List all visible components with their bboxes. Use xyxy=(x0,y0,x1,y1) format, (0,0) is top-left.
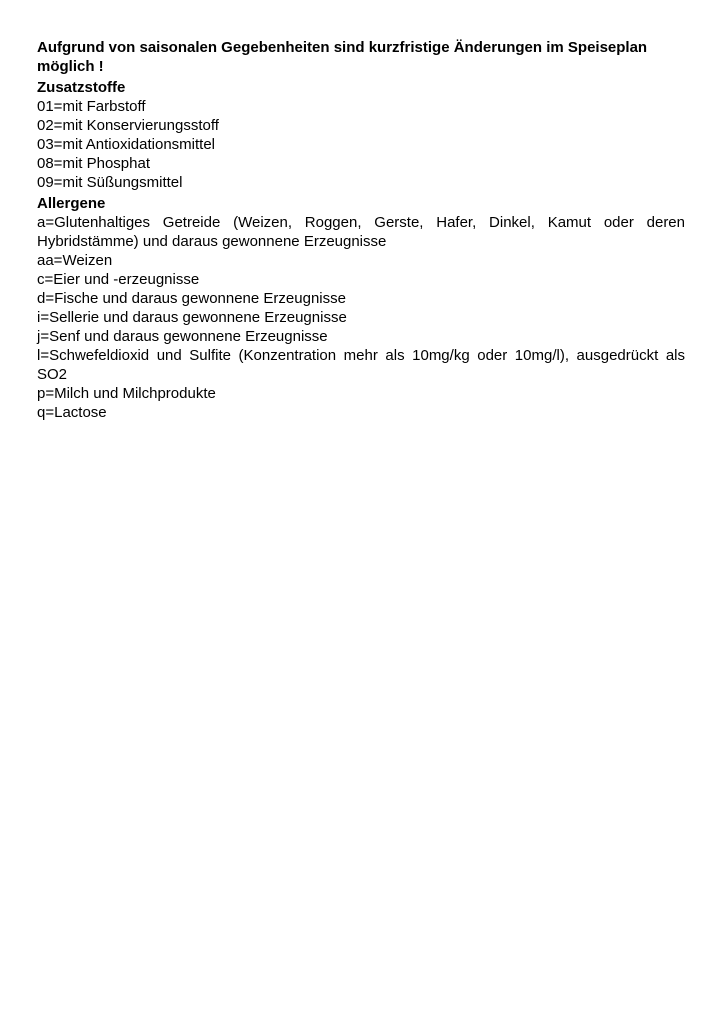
allergen-item-p: p=Milch und Milchprodukte xyxy=(37,385,216,402)
document-page xyxy=(37,38,685,424)
allergen-item-i: i=Sellerie und daraus gewonnene Erzeugnisse xyxy=(37,309,347,326)
additive-item-08: 08=mit Phosphat xyxy=(37,155,150,172)
allergen-item-d: d=Fische und daraus gewonnene Erzeugnisse xyxy=(37,290,346,307)
allergens-list xyxy=(37,213,685,422)
allergen-item-q: q=Lactose xyxy=(37,404,107,421)
additives-list xyxy=(37,97,685,192)
additives-heading: Zusatzstoffe xyxy=(37,79,126,96)
allergen-item-j: j=Senf und daraus gewonnene Erzeugnisse xyxy=(37,328,328,345)
additive-item-02: 02=mit Konservierungsstoff xyxy=(37,117,219,134)
additive-item-03: 03=mit Antioxidationsmittel xyxy=(37,136,216,153)
allergens-heading: Allergene xyxy=(37,195,106,212)
allergen-item-l: l=Schwefeldioxid und Sulfite (Konzentration mehr als 10mg/kg oder 10mg/l), ausgedrückt als SO2 xyxy=(37,347,685,383)
additive-item-01: 01=mit Farbstoff xyxy=(37,98,146,115)
allergen-item-a: a=Glutenhaltiges Getreide (Weizen, Roggen, Gerste, Hafer, Dinkel, Kamut oder deren Hybridstämme) und daraus gewonnene Erzeugnisse xyxy=(37,214,685,250)
allergen-item-c: c=Eier und -erzeugnisse xyxy=(37,271,200,288)
allergen-item-aa: aa=Weizen xyxy=(37,252,113,269)
additive-item-09: 09=mit Süßungsmittel xyxy=(37,174,183,191)
menu-change-notice: Aufgrund von saisonalen Gegebenheiten sind kurzfristige Änderungen im Speiseplan möglich ! xyxy=(37,39,648,75)
